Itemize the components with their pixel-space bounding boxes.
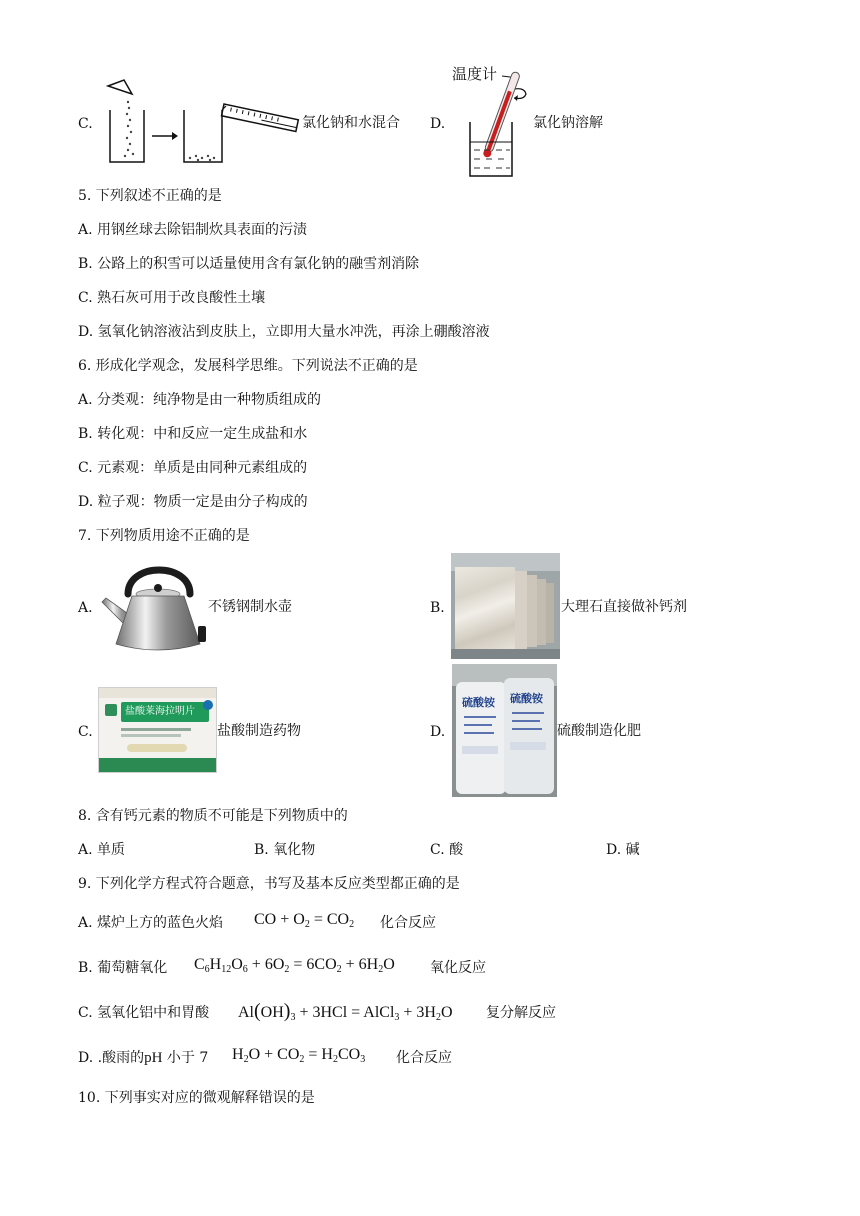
q7-option-d-caption: 硫酸制造化肥 — [557, 723, 641, 739]
q7-option-b-letter: B. — [430, 600, 445, 616]
q7-option-c-letter: C. — [78, 724, 93, 740]
q6-option-d: D. 粒子观：物质一定是由分子构成的 — [78, 494, 308, 510]
q8-option-a: A. 单质 — [78, 842, 126, 858]
q7-option-c-caption: 盐酸制造药物 — [217, 723, 301, 739]
q7-option-a-caption: 不锈钢制水壶 — [208, 599, 292, 615]
q5-option-a: A. 用钢丝球去除铝制炊具表面的污渍 — [78, 222, 308, 238]
q6-option-a: A. 分类观：纯净物是由一种物质组成的 — [78, 392, 322, 408]
q9-option-d-equation: $H_2O + CO_2 = H_2CO_3$ — [232, 1046, 366, 1065]
q9-option-c-equation: $Al(OH)_3 + 3HCl$ = AlCl$_3$ + $3H_2O$ — [238, 1000, 453, 1023]
q9-option-c-text: C. 氢氧化铝中和胃酸 — [78, 1005, 210, 1021]
q9-option-d-text — [78, 1048, 208, 1068]
q9-option-d-type: 化合反应 — [396, 1050, 452, 1066]
marble-slabs-image — [451, 553, 560, 659]
q6-option-c: C. 元素观：单质是由同种元素组成的 — [78, 460, 308, 476]
q6-option-b: B. 转化观：中和反应一定生成盐和水 — [78, 426, 308, 442]
q9-option-b-type: 氧化反应 — [430, 960, 486, 976]
thermometer-label: 温度计 — [452, 65, 498, 83]
q4-option-c-diagram — [98, 76, 304, 168]
q4-option-c-letter: C. — [78, 116, 93, 132]
q7-option-a-letter: A. — [78, 600, 93, 616]
q9-option-d-text-1: D. .酸雨的 — [78, 1050, 145, 1066]
q7-option-d-letter: D. — [430, 724, 446, 740]
fertilizer-bags-image — [452, 664, 557, 797]
q4-option-c-caption: 氯化钠和水混合 — [302, 115, 400, 131]
q9-option-b-equation: $C_6H_{12}O_6 + 6O_2 = 6CO_2 + 6H_2O$ — [194, 956, 395, 975]
q8-option-c: C. 酸 — [430, 842, 464, 858]
q5-option-d: D. 氢氧化钠溶液沾到皮肤上，立即用大量水冲洗，再涂上硼酸溶液 — [78, 324, 490, 340]
q9-option-d-text-2: 小于 7 — [166, 1050, 209, 1066]
q7-option-b-caption: 大理石直接做补钙剂 — [561, 599, 687, 615]
q4-option-d-diagram — [462, 66, 538, 180]
q9-option-a-type: 化合反应 — [380, 915, 436, 931]
q9-option-a-text: A. 煤炉上方的蓝色火焰 — [78, 915, 224, 931]
q5-stem: 5. 下列叙述不正确的是 — [78, 188, 222, 204]
q7-stem: 7. 下列物质用途不正确的是 — [78, 528, 250, 544]
fertilizer-bag-right-label: 硫酸铵 — [510, 692, 543, 705]
q6-stem: 6. 形成化学观念，发展科学思维。下列说法不正确的是 — [78, 358, 418, 374]
q4-option-d-caption: 氯化钠溶解 — [533, 115, 603, 131]
q8-option-d: D. 碱 — [606, 842, 640, 858]
q9-stem: 9. 下列化学方程式符合题意，书写及基本反应类型都正确的是 — [78, 876, 460, 892]
medicine-box-label: 盐酸莱海拉明片 — [125, 706, 195, 717]
kettle-image — [98, 556, 210, 656]
q4-option-d-letter: D. — [430, 116, 446, 132]
q9-option-c-type: 复分解反应 — [486, 1005, 556, 1021]
q8-stem: 8. 含有钙元素的物质不可能是下列物质中的 — [78, 808, 348, 824]
q9-option-b-text: B. 葡萄糖氧化 — [78, 960, 168, 976]
q5-option-b: B. 公路上的积雪可以适量使用含有氯化钠的融雪剂消除 — [78, 256, 420, 272]
q5-option-c: C. 熟石灰可用于改良酸性土壤 — [78, 290, 266, 306]
q9-option-d-ph: pH — [144, 1050, 163, 1066]
medicine-box-image — [98, 687, 217, 773]
q9-option-a-equation: CO + $O_2 = CO_2$ — [254, 911, 355, 930]
q10-stem: 10. 下列事实对应的微观解释错误的是 — [78, 1090, 315, 1106]
q8-option-b: B. 氧化物 — [254, 842, 316, 858]
fertilizer-bag-left-label: 硫酸铵 — [462, 696, 495, 709]
